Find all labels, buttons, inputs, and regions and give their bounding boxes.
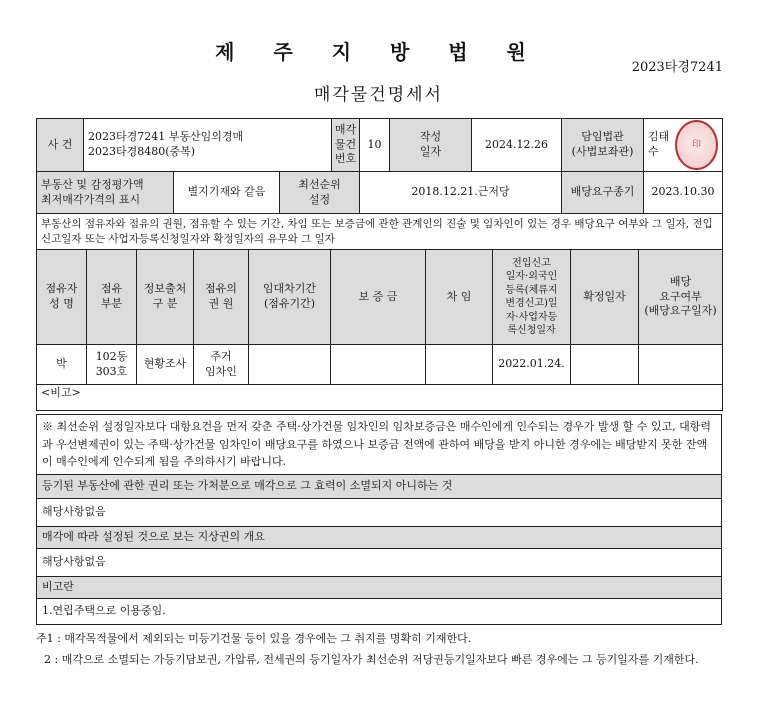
court-name: 제 주 지 방 법 원	[215, 40, 542, 64]
item-no-label: 매각 물건번호	[332, 119, 360, 172]
cell-part: 102동 303호	[87, 345, 137, 385]
case-value	[84, 119, 332, 172]
judge-cell	[644, 119, 723, 172]
footnotes	[36, 628, 726, 671]
section-heading-3: 비고란	[37, 576, 722, 598]
header-dividend: 배당 요구여부 (배당요구일자)	[639, 250, 723, 345]
item-no-value: 10	[360, 119, 390, 172]
document-title: 매각물건명세서	[314, 85, 443, 105]
occupancy-table	[36, 213, 723, 411]
deadline-label: 배당요구종기	[562, 172, 644, 214]
cell-dividend	[639, 345, 723, 385]
header-rent: 차 임	[426, 250, 493, 345]
cell-move-in: 2022.01.24.	[493, 345, 571, 385]
case-label: 사 건	[37, 119, 84, 172]
seal-text: 印	[692, 139, 702, 150]
cell-rent	[426, 345, 493, 385]
section-value-2: 해당사항없음	[37, 548, 722, 576]
header-title: 점유의 권 원	[194, 250, 249, 345]
section-heading-1: 등기된 부동산에 관한 권리 또는 가처분으로 매각으로 그 효력이 소멸되지 아니하는 것	[37, 474, 722, 498]
footnote-2: 2 : 매각으로 소멸되는 가등기담보권, 가압류, 전세권의 등기일자가 최선순위 저당권등기일자보다 빠른 경우에는 그 등기일자를 기재한다.	[44, 653, 699, 667]
header-part: 점유 부분	[87, 250, 137, 345]
case-line-2: 2023타경8480(중복)	[88, 145, 196, 158]
header-deposit: 보 증 금	[331, 250, 426, 345]
cell-period	[249, 345, 331, 385]
table-row	[37, 345, 723, 385]
written-label: 작성 일자	[390, 119, 472, 172]
judge-name: 김태수	[648, 130, 670, 158]
header-move-in: 전입신고 일자·외국인 등록(체류지 변경신고)일 자·사업자등 록신청일자	[493, 250, 571, 345]
section-value-1: 해당사항없음	[37, 498, 722, 526]
header-occupant: 점유자 성 명	[37, 250, 87, 345]
price-label: 부동산 및 감정평가액 최저매각가격의 표시	[37, 172, 174, 214]
cell-source: 현황조사	[137, 345, 194, 385]
price-value: 별지기재와 같음	[174, 172, 280, 214]
deadline-value: 2023.10.30	[644, 172, 723, 214]
case-number-top: 2023타경7241	[631, 60, 723, 75]
cell-occupant: 박	[37, 345, 87, 385]
case-line-1: 2023타경7241 부동산임의경매	[88, 130, 244, 144]
official-seal-icon	[675, 120, 718, 170]
cell-fixed-date	[571, 345, 639, 385]
header-fixed-date: 확정일자	[571, 250, 639, 345]
written-date: 2024.12.26	[472, 119, 562, 172]
notice-text: ※ 최선순위 설정일자보다 대항요건을 먼저 갖춘 주택·상가건물 임차인의 임차보증금은 매수인에게 인수되는 경우가 발생 할 수 있고, 대항력과 우선변제권이 있는 주택·상가건물 임차인이 배당요구를 하였으나 보증금 전액에 관하여 배당을 받지 아니한 경우에는 배당받지 못한 잔액이 매수인에게 인수되게 됨을 주의하시기 바랍니다.	[37, 415, 722, 475]
occupancy-description: 부동산의 점유자와 점유의 권원, 점유할 수 있는 기간, 차임 또는 보증금에 관한 관계인의 진술 및 임차인이 있는 경우 배당요구 여부와 그 일자, 전입신고일자 또는 사업자등록신청일자와 확정일자의 유무와 그 일자	[37, 214, 723, 250]
priority-label: 최선순위 설정	[280, 172, 360, 214]
header-source: 정보출처 구 분	[137, 250, 194, 345]
priority-value: 2018.12.21.근저당	[360, 172, 562, 214]
section-value-3: 1.연립주택으로 이용중임.	[37, 598, 722, 624]
header-period: 임대차기간 (점유기간)	[249, 250, 331, 345]
remark-label: <비고>	[37, 385, 723, 411]
footnote-1: 주1 : 매각목적물에서 제외되는 미등기건물 등이 있을 경우에는 그 취지를 명확히 기재한다.	[36, 632, 472, 645]
section-heading-2: 매각에 따라 설정된 것으로 보는 지상권의 개요	[37, 526, 722, 548]
judge-label: 담임법관 (사법보좌관)	[562, 119, 644, 172]
cell-title: 주거 임차인	[194, 345, 249, 385]
info-table	[36, 118, 723, 214]
cell-deposit	[331, 345, 426, 385]
notice-table	[36, 414, 722, 625]
